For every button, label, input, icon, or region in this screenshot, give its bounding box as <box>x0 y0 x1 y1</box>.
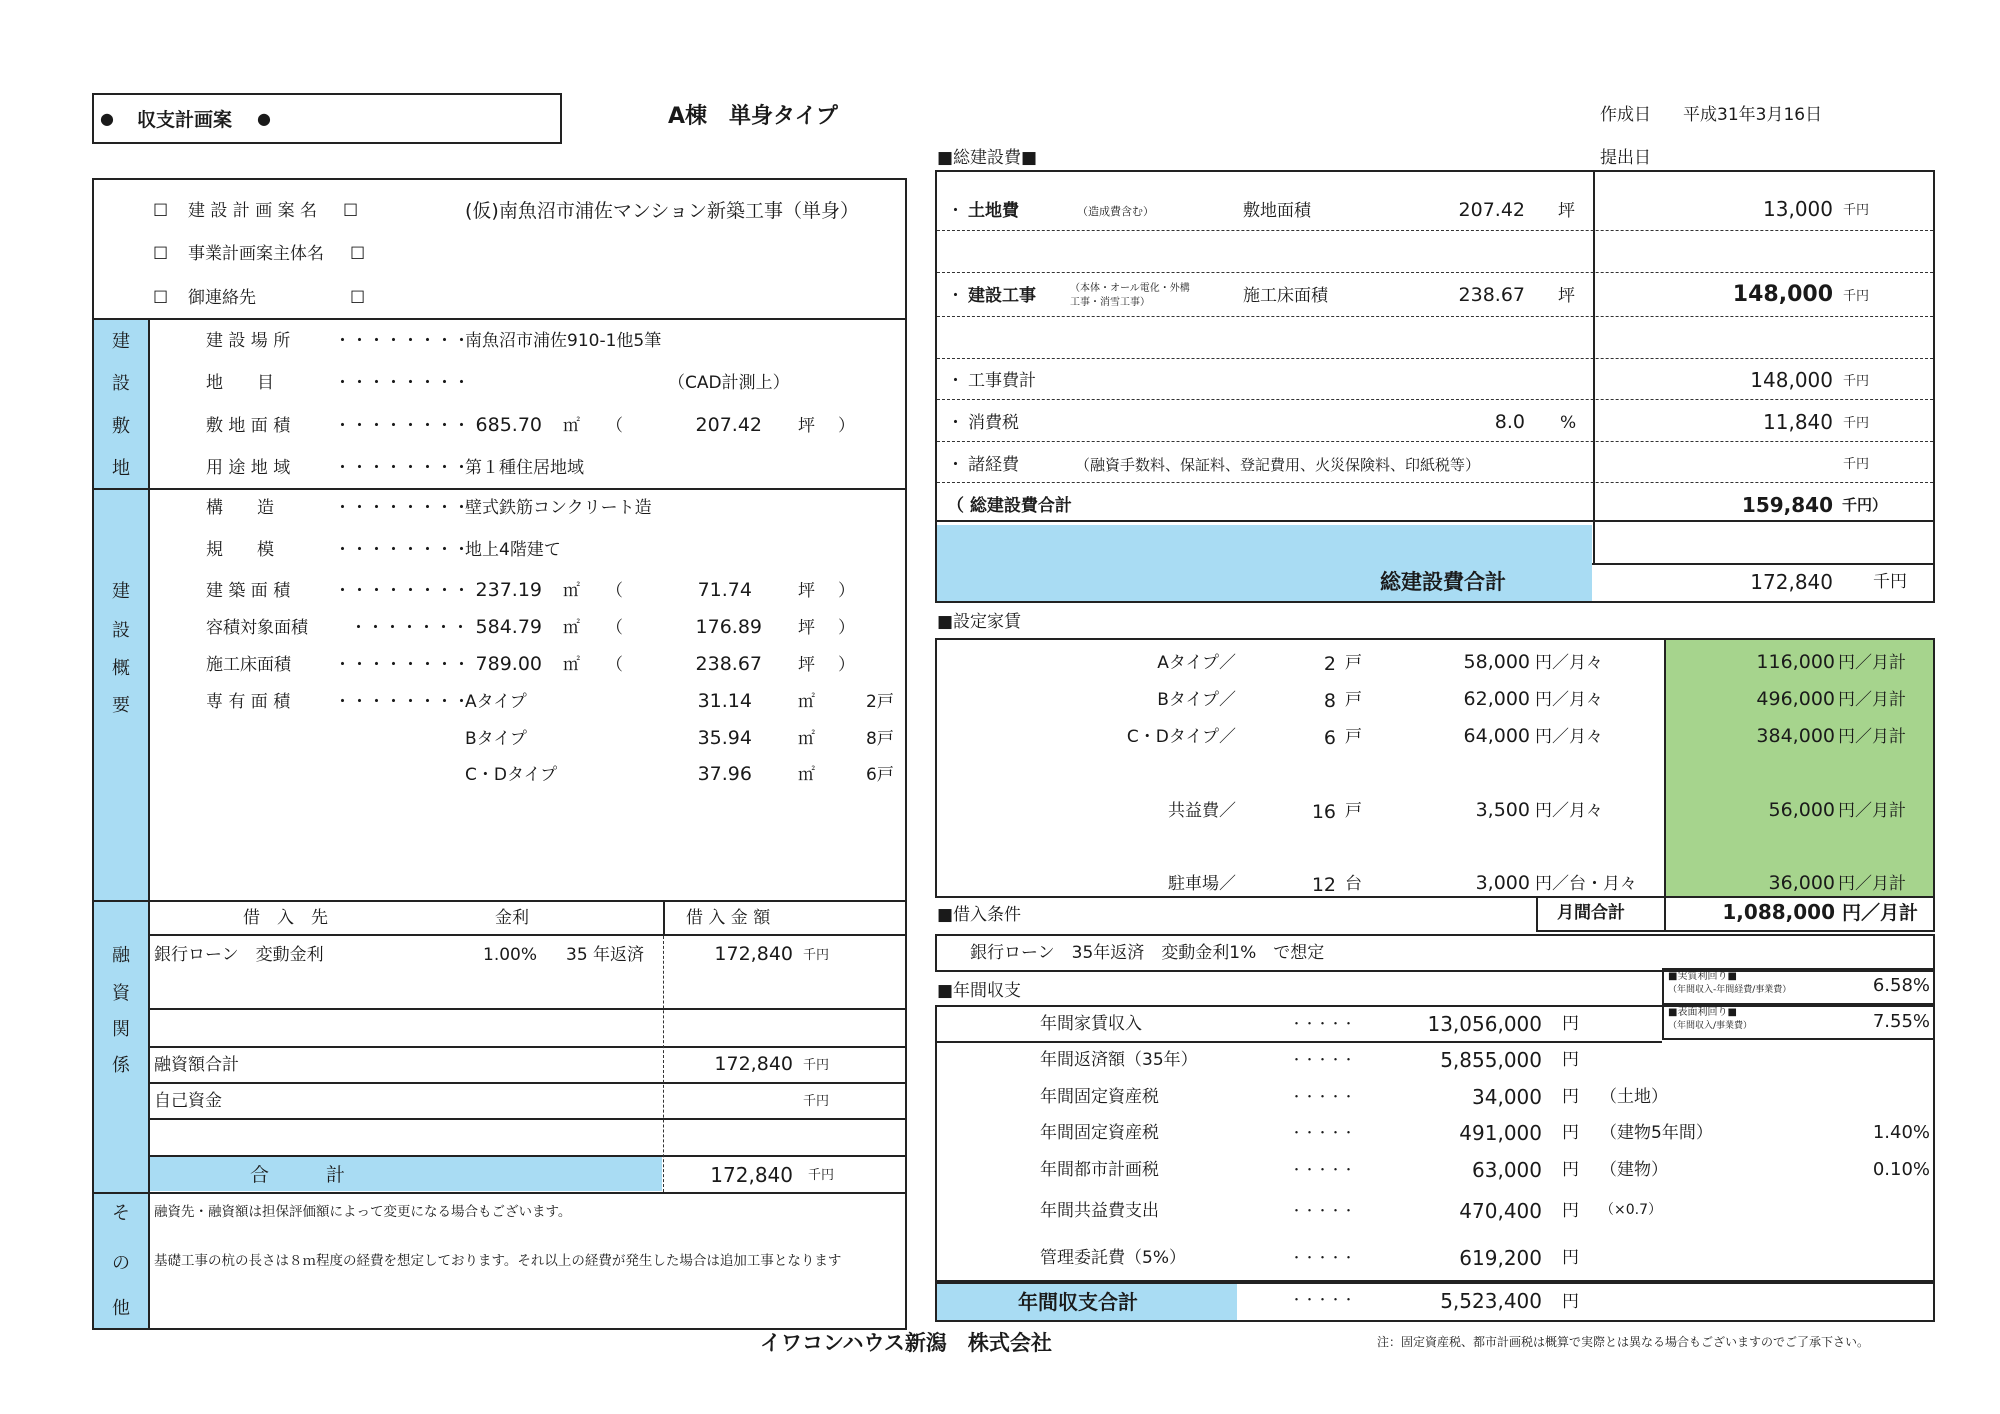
leader-dots: ・・・・・・・・ <box>334 655 470 675</box>
unit-yen: 円 <box>1562 1201 1579 1221</box>
site-vertical-2: 設 <box>112 373 130 394</box>
unit-yen: 円 <box>1562 1014 1579 1034</box>
bullet-dot: ・ <box>947 286 964 306</box>
other-vertical-2: の <box>112 1253 130 1274</box>
rent-row-total-unit: 円／月計 <box>1838 690 1906 710</box>
site-vertical-1: 建 <box>112 331 130 352</box>
rent-row-total-unit: 円／月計 <box>1838 727 1906 747</box>
annual-row-pct: 1.40% <box>1872 1122 1930 1143</box>
subtotal-cost-unit: 千円） <box>1842 496 1888 514</box>
leader-dots: ・・・・・・・・ <box>334 373 470 393</box>
annual-row-note: （建物） <box>1600 1160 1668 1180</box>
rent-row-unit: 戸 <box>1345 801 1362 821</box>
rent-row-price-unit: 円／月々 <box>1535 690 1603 710</box>
own-funds-label: 自己資金 <box>154 1091 222 1111</box>
unit-senyen: 千円 <box>1843 289 1870 304</box>
leader-dots: ・・・・・・・・ <box>334 416 470 436</box>
rent-row-price: 3,500 <box>1475 799 1530 821</box>
subtotal-cost-label: （ 総建設費合計 <box>947 496 1072 516</box>
rent-section-title: ■設定家賃 <box>937 612 1022 632</box>
type-area: 31.14 <box>697 690 752 712</box>
bullet-dot: ・ <box>947 413 964 433</box>
bullet-icon: ● <box>100 109 114 128</box>
rent-row-price: 62,000 <box>1463 688 1530 710</box>
misc-label: 諸経費 <box>968 455 1019 475</box>
paren: ） <box>838 618 855 638</box>
amount-header: 借 入 金 額 <box>686 908 771 928</box>
leader-dots: ・・・・・ <box>1290 1293 1356 1308</box>
work-label: 工事費計 <box>968 371 1036 391</box>
work-amount: 148,000 <box>1750 368 1833 392</box>
checkbox-icon: ☐ <box>153 244 169 264</box>
unit-yen: 円 <box>1562 1292 1579 1312</box>
unit-m2: ㎡ <box>563 581 580 601</box>
annual-row-value: 619,200 <box>1459 1246 1542 1270</box>
paren: ） <box>838 655 855 675</box>
build-label: 建設工事 <box>968 286 1036 306</box>
unit-senyen: 千円 <box>1843 416 1870 431</box>
rent-row-qty: 2 <box>1323 653 1336 675</box>
land-note: （造成費含む） <box>1077 205 1154 218</box>
site-value: （CAD計測上） <box>668 373 790 393</box>
rent-row-qty: 6 <box>1323 727 1336 749</box>
checkbox-icon: ☐ <box>153 288 169 308</box>
finance-vertical-1: 融 <box>112 945 130 966</box>
bullet-dot: ・ <box>947 371 964 391</box>
rent-total-band <box>1666 640 1933 896</box>
unit-senyen: 千円 <box>1843 457 1870 472</box>
build-amount: 148,000 <box>1732 282 1833 307</box>
leader-dots: ・・・・・ <box>1290 1017 1356 1032</box>
type-count: 6戸 <box>866 765 894 785</box>
type-name: Bタイプ <box>465 729 527 749</box>
unit-m2: ㎡ <box>798 692 815 712</box>
annual-frame <box>935 1005 1935 1282</box>
unit-tsubo: 坪 <box>798 655 815 675</box>
annual-row-label: 年間共益費支出 <box>1040 1201 1159 1221</box>
type-area: 35.94 <box>697 727 752 749</box>
owner-label: 事業計画案主体名 <box>188 244 324 264</box>
land-area-label: 敷地面積 <box>1243 201 1311 221</box>
rent-row-unit: 戸 <box>1345 653 1362 673</box>
unit-senyen: 千円 <box>803 1094 830 1109</box>
annual-row-value: 34,000 <box>1472 1085 1542 1109</box>
finance-vertical-2: 資 <box>112 983 130 1004</box>
total-cost-label: 総建設費合計 <box>1380 570 1506 594</box>
annual-row-label: 管理委託費（5%） <box>1040 1248 1186 1268</box>
leader-dots: ・・・・・・・ <box>350 618 469 638</box>
annual-row-note: （土地） <box>1600 1087 1668 1107</box>
rent-row-qty: 12 <box>1311 874 1336 896</box>
leader-dots: ・・・・・ <box>1290 1126 1356 1141</box>
paren: （ <box>606 655 623 675</box>
site-label: 用 途 地 域 <box>206 458 291 478</box>
annual-row-note: （×0.7） <box>1600 1202 1662 1218</box>
finance-total-amount: 172,840 <box>710 1163 793 1187</box>
gaiyo-tsubo: 71.74 <box>697 579 752 601</box>
project-value: (仮)南魚沼市浦佐マンション新築工事（単身） <box>465 200 859 222</box>
bullet-dot: ・ <box>947 455 964 475</box>
leader-dots: ・・・・・・・・ <box>334 331 470 351</box>
unit-tsubo: 坪 <box>798 416 815 436</box>
leader-dots: ・・・・・・・・ <box>334 458 470 478</box>
land-amount: 13,000 <box>1763 197 1833 221</box>
leader-dots: ・・・・・ <box>1290 1251 1356 1266</box>
type-count: 8戸 <box>866 729 894 749</box>
rent-row-label: C・Dタイプ／ <box>1126 727 1236 747</box>
type-name: C・Dタイプ <box>465 765 558 785</box>
leader-dots: ・・・・・・・・ <box>334 498 470 518</box>
site-label: 建 設 場 所 <box>206 331 291 351</box>
tax-label: 消費税 <box>968 413 1019 433</box>
rent-row-price-unit: 円／月々 <box>1535 727 1603 747</box>
rent-row-price: 58,000 <box>1463 651 1530 673</box>
rent-row-unit: 台 <box>1345 874 1362 894</box>
other-vertical-3: 他 <box>112 1298 130 1319</box>
unit-senyen: 千円 <box>803 1058 830 1073</box>
month-total-value: 1,088,000 <box>1722 900 1835 924</box>
total-cost-amount: 172,840 <box>1750 570 1833 594</box>
land-label: 土地費 <box>968 201 1019 221</box>
submitted-label: 提出日 <box>1600 148 1651 168</box>
build-area-label: 施工床面積 <box>1243 286 1328 306</box>
gaiyo-m2: 584.79 <box>475 616 542 638</box>
site-vertical-3: 敷 <box>112 416 130 437</box>
yield1-value: 6.58% <box>1872 975 1930 996</box>
rent-row-price-unit: 円／月々 <box>1535 801 1603 821</box>
company-name: イワコンハウス新潟 株式会社 <box>760 1331 1052 1355</box>
site-tsubo: 207.42 <box>695 414 762 436</box>
total-band <box>150 1157 662 1191</box>
gaiyo-m2: 237.19 <box>475 579 542 601</box>
unit-tsubo: 坪 <box>798 581 815 601</box>
cost-section-title: ■総建設費■ <box>937 148 1038 168</box>
checkbox-icon: ☐ <box>350 288 366 308</box>
rent-row-total: 116,000 <box>1756 651 1835 673</box>
unit-senyen: 千円 <box>808 1168 835 1183</box>
tax-amount: 11,840 <box>1763 410 1833 434</box>
leader-dots: ・・・・・・・・ <box>334 581 470 601</box>
annual-row-label: 年間固定資産税 <box>1040 1087 1159 1107</box>
finance-vertical-4: 係 <box>112 1055 130 1076</box>
subtotal-cost-amount: 159,840 <box>1741 493 1833 517</box>
rent-row-total-unit: 円／月計 <box>1838 801 1906 821</box>
unit-yen: 円 <box>1562 1123 1579 1143</box>
building-title: A棟 単身タイプ <box>668 104 838 129</box>
gaiyo-label: 規 模 <box>206 540 274 560</box>
unit-m2: ㎡ <box>563 655 580 675</box>
checkbox-icon: ☐ <box>350 244 366 264</box>
gaiyo-vertical-3: 概 <box>112 658 130 679</box>
misc-note: （融資手数料、保証料、登記費用、火災保険料、印紙税等） <box>1075 456 1481 474</box>
gaiyo-label: 施工床面積 <box>206 655 291 675</box>
bullet-dot: ・ <box>947 201 964 221</box>
gaiyo-vertical-1: 建 <box>112 581 130 602</box>
annual-row-note: （建物5年間） <box>1600 1123 1713 1143</box>
rent-row-unit: 戸 <box>1345 727 1362 747</box>
land-area: 207.42 <box>1458 199 1525 221</box>
month-total-label: 月間合計 <box>1557 903 1625 923</box>
borrow-section-title: ■借入条件 <box>937 905 1022 925</box>
rent-row-label: Bタイプ／ <box>1157 690 1236 710</box>
unit-tsubo: 坪 <box>1558 201 1575 221</box>
rent-row-price-unit: 円／月々 <box>1535 653 1603 673</box>
build-note-1: （本体・オール電化・外構 <box>1070 283 1190 294</box>
bullet-icon: ● <box>257 109 271 128</box>
rent-row-total-unit: 円／月計 <box>1838 874 1906 894</box>
annual-row-value: 5,855,000 <box>1440 1048 1542 1072</box>
paren: ） <box>838 416 855 436</box>
site-m2: 685.70 <box>475 414 542 436</box>
rent-row-total: 36,000 <box>1768 872 1835 894</box>
annual-row-label: 年間都市計画税 <box>1040 1160 1159 1180</box>
yield2-sub: （年間収入/事業費） <box>1668 1021 1753 1031</box>
site-value: 第１種住居地域 <box>465 458 584 478</box>
leader-dots: ・・・・・ <box>1290 1053 1356 1068</box>
created-date: 平成31年3月16日 <box>1683 105 1823 125</box>
loan-name: 銀行ローン 変動金利 <box>154 945 324 965</box>
gaiyo-vertical-4: 要 <box>112 695 130 716</box>
rent-row-qty: 16 <box>1311 801 1336 823</box>
gaiyo-vertical-2: 設 <box>112 620 130 641</box>
leader-dots: ・・・・・・・・ <box>334 692 470 712</box>
plan-title: 収支計画案 <box>137 109 233 131</box>
annual-total-label: 年間収支合計 <box>1018 1290 1138 1314</box>
note-1: 融資先・融資額は担保評価額によって変更になる場合もございます。 <box>154 1204 572 1220</box>
rent-row-qty: 8 <box>1323 690 1336 712</box>
annual-total-value: 5,523,400 <box>1440 1289 1542 1313</box>
finance-total-label: 合 計 <box>250 1164 346 1186</box>
subtotal-label: 融資額合計 <box>154 1055 239 1075</box>
annual-row-value: 470,400 <box>1459 1199 1542 1223</box>
paren: （ <box>606 416 623 436</box>
unit-yen: 円 <box>1562 1050 1579 1070</box>
yield2-value: 7.55% <box>1872 1011 1930 1032</box>
checkbox-icon: ☐ <box>153 201 169 221</box>
gaiyo-value: 壁式鉄筋コンクリート造 <box>465 498 652 518</box>
unit-senyen: 千円 <box>1873 572 1907 592</box>
build-note-2: 工事・消雪工事） <box>1070 297 1150 308</box>
unit-m2: ㎡ <box>798 729 815 749</box>
unit-m2: ㎡ <box>563 618 580 638</box>
annual-row-value: 63,000 <box>1472 1158 1542 1182</box>
rent-row-unit: 戸 <box>1345 690 1362 710</box>
site-value: 南魚沼市浦佐910-1他5筆 <box>465 331 662 351</box>
borrow-text: 銀行ローン 35年返済 変動金利1% で想定 <box>970 943 1325 963</box>
type-name: Aタイプ <box>465 692 527 712</box>
site-label: 地 目 <box>206 373 274 393</box>
contact-label: 御連絡先 <box>188 288 256 308</box>
rate-header: 金利 <box>495 908 529 928</box>
paren: （ <box>606 618 623 638</box>
annual-row-value: 13,056,000 <box>1427 1012 1542 1036</box>
site-vertical-4: 地 <box>112 458 130 479</box>
loan-term: 35 年返済 <box>566 945 645 965</box>
unit-m2: ㎡ <box>798 765 815 785</box>
rent-row-label: 共益費／ <box>1168 801 1236 821</box>
rent-row-price-unit: 円／台・月々 <box>1535 874 1637 894</box>
gaiyo-label: 構 造 <box>206 498 274 518</box>
unit-tsubo: 坪 <box>1558 286 1575 306</box>
unit-tsubo: 坪 <box>798 618 815 638</box>
annual-row-label: 年間家賃収入 <box>1040 1014 1142 1034</box>
annual-section-title: ■年間収支 <box>937 981 1022 1001</box>
type-count: 2戸 <box>866 692 894 712</box>
created-label: 作成日 <box>1600 105 1651 125</box>
project-label: 建 設 計 画 案 名 <box>188 201 318 221</box>
rent-row-price: 3,000 <box>1475 872 1530 894</box>
tax-pct: % <box>1560 413 1577 433</box>
gaiyo-m2: 789.00 <box>475 653 542 675</box>
checkbox-icon: ☐ <box>343 201 359 221</box>
leader-dots: ・・・・・ <box>1290 1090 1356 1105</box>
senyu-label: 専 有 面 積 <box>206 692 291 712</box>
gaiyo-tsubo: 238.67 <box>695 653 762 675</box>
yield1-title: ■実質利回り■ <box>1668 971 1737 982</box>
unit-senyen: 千円 <box>1843 203 1870 218</box>
gaiyo-value: 地上4階建て <box>465 540 561 560</box>
subtotal-amount: 172,840 <box>714 1053 793 1075</box>
leader-dots: ・・・・・ <box>1290 1163 1356 1178</box>
annual-row-label: 年間固定資産税 <box>1040 1123 1159 1143</box>
rent-row-total: 384,000 <box>1756 725 1835 747</box>
rent-row-total: 496,000 <box>1756 688 1835 710</box>
annual-row-pct: 0.10% <box>1872 1159 1930 1180</box>
paren: （ <box>606 581 623 601</box>
unit-yen: 円 <box>1562 1160 1579 1180</box>
yield1-sub: （年間収入-年間経費/事業費） <box>1668 985 1792 995</box>
unit-yen: 円 <box>1562 1087 1579 1107</box>
gaiyo-label: 容積対象面積 <box>206 618 308 638</box>
paren: ） <box>838 581 855 601</box>
site-label: 敷 地 面 積 <box>206 416 291 436</box>
rent-row-total: 56,000 <box>1768 799 1835 821</box>
rent-row-total-unit: 円／月計 <box>1838 653 1906 673</box>
unit-yen: 円 <box>1562 1248 1579 1268</box>
loan-rate: 1.00% <box>483 945 538 965</box>
gaiyo-label: 建 築 面 積 <box>206 581 291 601</box>
leader-dots: ・・・・・・・・ <box>334 540 470 560</box>
unit-m2: ㎡ <box>563 416 580 436</box>
leader-dots: ・・・・・ <box>1290 1204 1356 1219</box>
unit-senyen: 千円 <box>803 948 830 963</box>
lender-header: 借 入 先 <box>243 908 328 928</box>
month-total-unit: 円／月計 <box>1842 902 1919 924</box>
rent-row-label: Aタイプ／ <box>1157 653 1236 673</box>
note-2: 基礎工事の杭の長さは８ｍ程度の経費を想定しております。それ以上の経費が発生した場合は追加工事となります <box>154 1253 842 1269</box>
build-area: 238.67 <box>1458 284 1525 306</box>
loan-amount: 172,840 <box>714 943 793 965</box>
rent-row-label: 駐車場／ <box>1168 874 1236 894</box>
finance-vertical-3: 関 <box>112 1019 130 1040</box>
gaiyo-tsubo: 176.89 <box>695 616 762 638</box>
rent-row-price: 64,000 <box>1463 725 1530 747</box>
annual-row-value: 491,000 <box>1459 1121 1542 1145</box>
yield2-title: ■表面利回り■ <box>1668 1007 1737 1018</box>
footer-note: 注：固定資産税、都市計画税は概算で実際とは異なる場合もございますのでご了承下さい。 <box>1377 1335 1870 1349</box>
type-area: 37.96 <box>697 763 752 785</box>
annual-row-label: 年間返済額（35年） <box>1040 1050 1198 1070</box>
tax-rate: 8.0 <box>1494 411 1525 433</box>
other-vertical-1: そ <box>112 1203 130 1224</box>
unit-senyen: 千円 <box>1843 374 1870 389</box>
